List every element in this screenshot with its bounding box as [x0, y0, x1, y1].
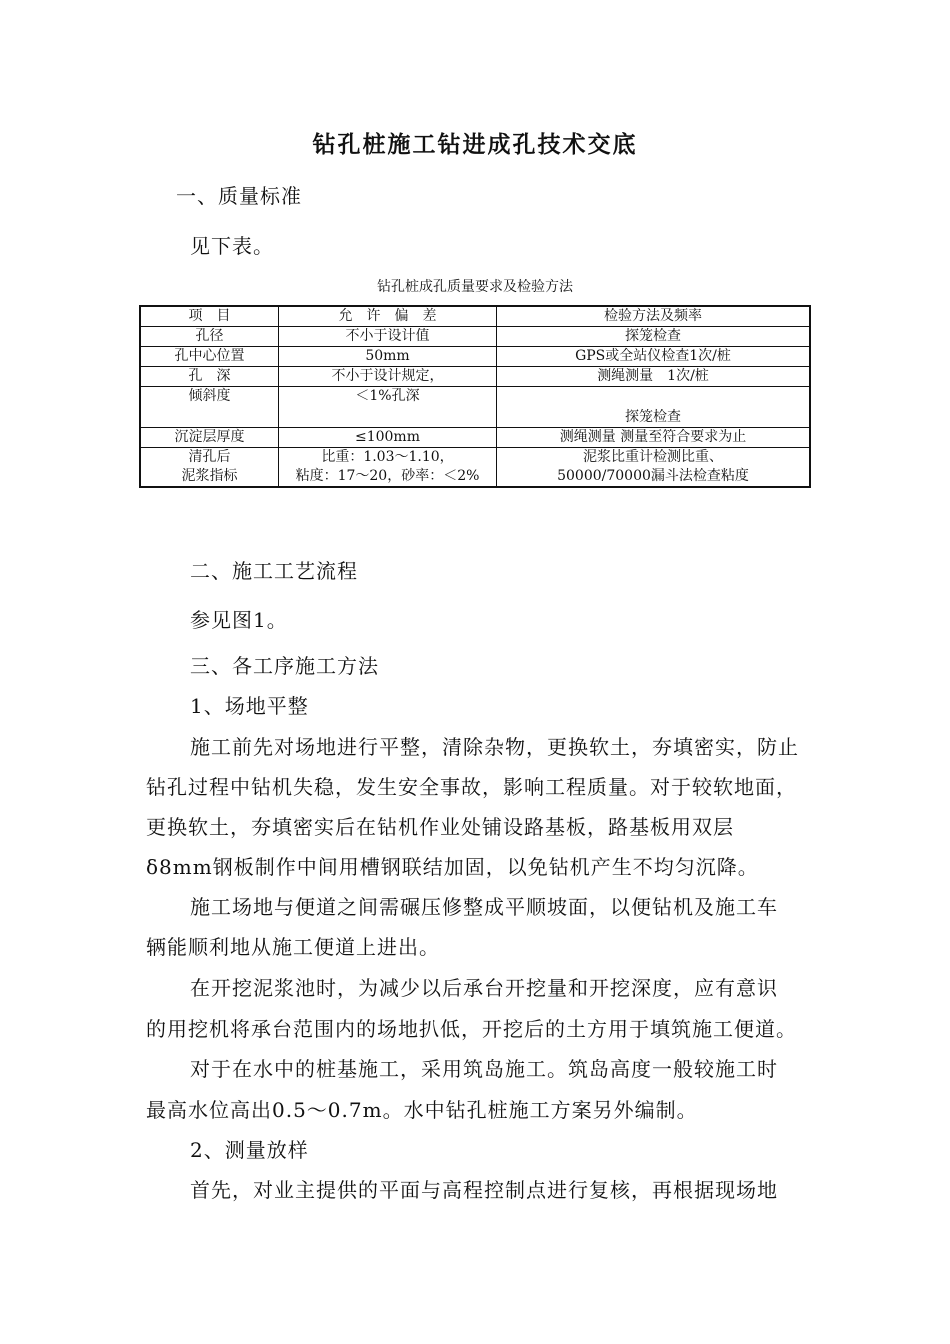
- table-cell: 探笼检查: [497, 327, 811, 347]
- quality-table: [139, 305, 811, 488]
- section3-heading: 三、各工序施工方法: [190, 654, 379, 678]
- table-row: [140, 387, 810, 428]
- paragraph-line: δ8mm钢板制作中间用槽钢联结加固，以免钻机产生不均匀沉降。: [146, 855, 759, 879]
- header-method: 检验方法及频率: [497, 306, 811, 327]
- table-cell: 沉淀层厚度: [140, 428, 279, 448]
- header-item: 项 目: [140, 306, 279, 327]
- table-row: [140, 327, 810, 347]
- table-cell: 测绳测量 1次/桩: [497, 367, 811, 387]
- paragraph-line: 钻孔过程中钻机失稳，发生安全事故，影响工程质量。对于较软地面，: [146, 775, 797, 799]
- table-cell: 孔径: [140, 327, 279, 347]
- table-cell: 孔中心位置: [140, 347, 279, 367]
- paragraph-line: 辆能顺利地从施工便道上进出。: [146, 935, 440, 959]
- table-cell: 50mm: [279, 347, 497, 367]
- table-row: [140, 448, 810, 488]
- cell-line: 比重：1.03～1.10，: [321, 449, 454, 465]
- section2-text: 参见图1。: [190, 608, 288, 632]
- table-cell: GPS或全站仪检查1次/桩: [497, 347, 811, 367]
- paragraph-line: 首先，对业主提供的平面与高程控制点进行复核，再根据现场地: [190, 1178, 778, 1202]
- table-cell: [497, 448, 811, 488]
- subsection-1-heading: 1、场地平整: [190, 694, 309, 718]
- table-row: [140, 367, 810, 387]
- header-tolerance: 允 许 偏 差: [279, 306, 497, 327]
- paragraph-line: 最高水位高出0.5～0.7m。水中钻孔桩施工方案另外编制。: [146, 1098, 698, 1122]
- cell-line: 50000/70000漏斗法检查粘度: [557, 468, 749, 484]
- table-cell: 不小于设计规定，: [279, 367, 497, 387]
- paragraph-line: 更换软土，夯填密实后在钻机作业处铺设路基板，路基板用双层: [146, 815, 734, 839]
- table-cell: ≤100mm: [279, 428, 497, 448]
- subsection-2-heading: 2、测量放样: [190, 1138, 309, 1162]
- paragraph-line: 对于在水中的桩基施工，采用筑岛施工。筑岛高度一般较施工时: [190, 1057, 778, 1081]
- table-cell: ＜1%孔深: [279, 387, 497, 428]
- paragraph-line: 施工前先对场地进行平整，清除杂物，更换软土，夯填密实，防止: [190, 735, 799, 759]
- table-row: [140, 428, 810, 448]
- table-cell: 孔 深: [140, 367, 279, 387]
- paragraph-line: 施工场地与便道之间需碾压修整成平顺坡面，以便钻机及施工车: [190, 895, 778, 919]
- section2-heading: 二、施工工艺流程: [190, 559, 358, 583]
- document-title: 钻孔桩施工钻进成孔技术交底: [312, 131, 638, 158]
- table-cell: 测绳测量 测量至符合要求为止: [497, 428, 811, 448]
- cell-line: 清孔后: [188, 449, 231, 465]
- table-header-row: [140, 306, 810, 327]
- paragraph-line: 的用挖机将承台范围内的场地扒低，开挖后的土方用于填筑施工便道。: [146, 1017, 797, 1041]
- section1-intro: 见下表。: [190, 234, 274, 258]
- table-cell: 探笼检查: [497, 387, 811, 428]
- cell-line: 粘度：17～20，砂率：＜2%: [295, 468, 480, 484]
- table-cell: 不小于设计值: [279, 327, 497, 347]
- paragraph-line: 在开挖泥浆池时，为减少以后承台开挖量和开挖深度，应有意识: [190, 976, 778, 1000]
- table-cell: [279, 448, 497, 488]
- cell-line: 泥浆比重计检测比重、: [583, 449, 723, 465]
- cell-line: 泥浆指标: [181, 468, 238, 484]
- table-cell: 倾斜度: [140, 387, 279, 428]
- table-row: [140, 347, 810, 367]
- table-cell: [140, 448, 279, 488]
- section1-heading: 一、质量标准: [176, 184, 302, 208]
- table-caption: 钻孔桩成孔质量要求及检验方法: [377, 279, 573, 295]
